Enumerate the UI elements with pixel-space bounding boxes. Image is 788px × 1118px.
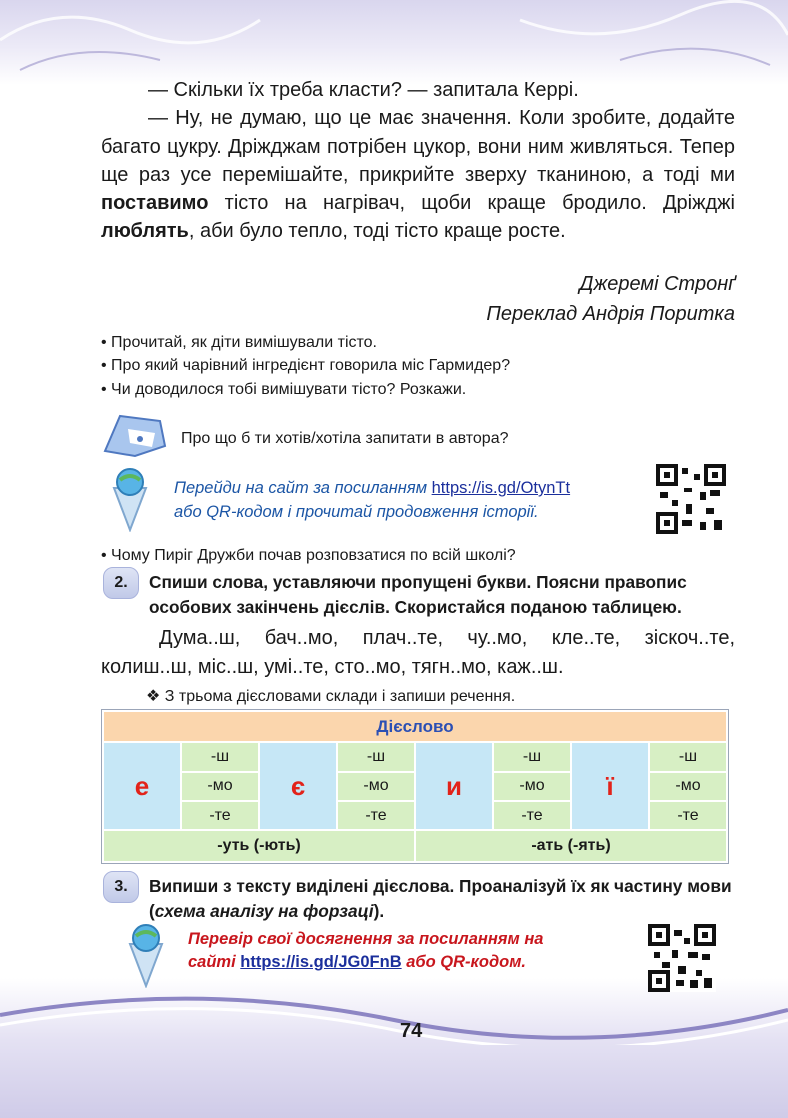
- question-list-2: [101, 544, 741, 567]
- qr-code-icon: [648, 924, 716, 992]
- question-item: • Чому Пиріг Дружби почав розповзатися по всій школі?: [101, 547, 516, 564]
- self-check-instruction: Перевір свої досягнення за посиланням на сайті https://is.gd/JG0FnB або QR-кодом.: [188, 930, 544, 971]
- suffix-cell: -ш: [494, 743, 570, 770]
- table-header: Дієслово: [104, 712, 726, 741]
- speech-bubble-icon: [100, 411, 170, 461]
- vowel-cell: ї: [572, 743, 648, 829]
- qr-code-icon: [656, 464, 726, 534]
- vowel-cell: є: [260, 743, 336, 829]
- story-text: [101, 76, 735, 246]
- suffix-cell: -мо: [182, 773, 258, 800]
- highlighted-verb-2: люблять: [101, 220, 189, 243]
- globe-pen-icon: [104, 466, 156, 532]
- ending-cell: -уть (-ють): [104, 831, 414, 861]
- story-paragraph-1: — Скільки їх треба класти? — запитала Керрі.: [148, 79, 579, 101]
- check-link[interactable]: https://is.gd/JG0FnB: [240, 953, 402, 971]
- bottom-wave-ornament: [0, 985, 788, 1045]
- task-number-badge: 3.: [103, 871, 139, 903]
- translator-name: Переклад Андрія Поритка: [486, 303, 735, 325]
- page-number: 74: [400, 1020, 423, 1042]
- top-ornament: [0, 0, 788, 85]
- suffix-cell: -те: [650, 802, 726, 829]
- question-item: • Про який чарівний інгредієнт говорила міс Гармидер?: [101, 357, 511, 375]
- author-name: Джеремі Стронґ: [579, 273, 735, 295]
- ask-author-question: Про що б ти хотів/хотіла запитати в автора?: [181, 430, 509, 447]
- suffix-cell: -мо: [494, 773, 570, 800]
- conjugation-table: [101, 709, 729, 864]
- suffix-cell: -ш: [650, 743, 726, 770]
- suffix-cell: -мо: [338, 773, 414, 800]
- suffix-cell: -те: [182, 802, 258, 829]
- task-number-badge: 2.: [103, 567, 139, 599]
- task-2-instructions: Спиши слова, уставляючи пропущені букви. Поясни правопис особових закінчень дієслів. Скористайся поданою таблицею.: [149, 572, 687, 617]
- question-item: • Прочитай, як діти вимішували тісто.: [101, 334, 377, 351]
- story-paragraph-2: — Ну, не думаю, що це має значення. Коли зробите, додайте багато цукру. Дріжджам потрібен цукор, вони ним живляться. Тепер ще раз усе перемішайте, прикрийте зверху тканиною, а тоді ми поставимо тісто на нагрівач, щоби краще бродило. Дріжджі люблять, аби було тепло, тоді тісто краще росте.: [101, 107, 735, 243]
- globe-pen-icon: [120, 922, 172, 988]
- suffix-cell: -ш: [338, 743, 414, 770]
- sub-task-instruction: ❖ З трьома дієсловами склади і запиши речення.: [146, 688, 516, 705]
- top-swirl-ornament: [0, 0, 788, 85]
- suffix-cell: -те: [494, 802, 570, 829]
- suffix-cell: -те: [338, 802, 414, 829]
- task-3-instructions: Випиши з тексту виділені дієслова. Проаналізуй їх як частину мови (схема аналізу на форзаці).: [149, 876, 732, 921]
- vowel-cell: е: [104, 743, 180, 829]
- story-link[interactable]: https://is.gd/OtynTt: [431, 479, 571, 497]
- question-list: [101, 331, 741, 401]
- suffix-cell: -ш: [182, 743, 258, 770]
- ending-cell: -ать (-ять): [416, 831, 726, 861]
- link-instruction: Перейди на сайт за посиланням https://is.gd/OtynTt або QR-кодом і прочитай продовження історії.: [174, 479, 571, 521]
- exercise-words: Дума..ш, бач..мо, плач..те, чу..мо, кле..те, зіскоч..те, колиш..ш, міс..ш, умі..те, сто..мо, тягн..мо, каж..ш.: [101, 627, 735, 678]
- vowel-cell: и: [416, 743, 492, 829]
- question-item: • Чи доводилося тобі вимішувати тісто? Розкажи.: [101, 380, 467, 398]
- suffix-cell: -мо: [650, 773, 726, 800]
- highlighted-verb-1: поставимо: [101, 192, 209, 215]
